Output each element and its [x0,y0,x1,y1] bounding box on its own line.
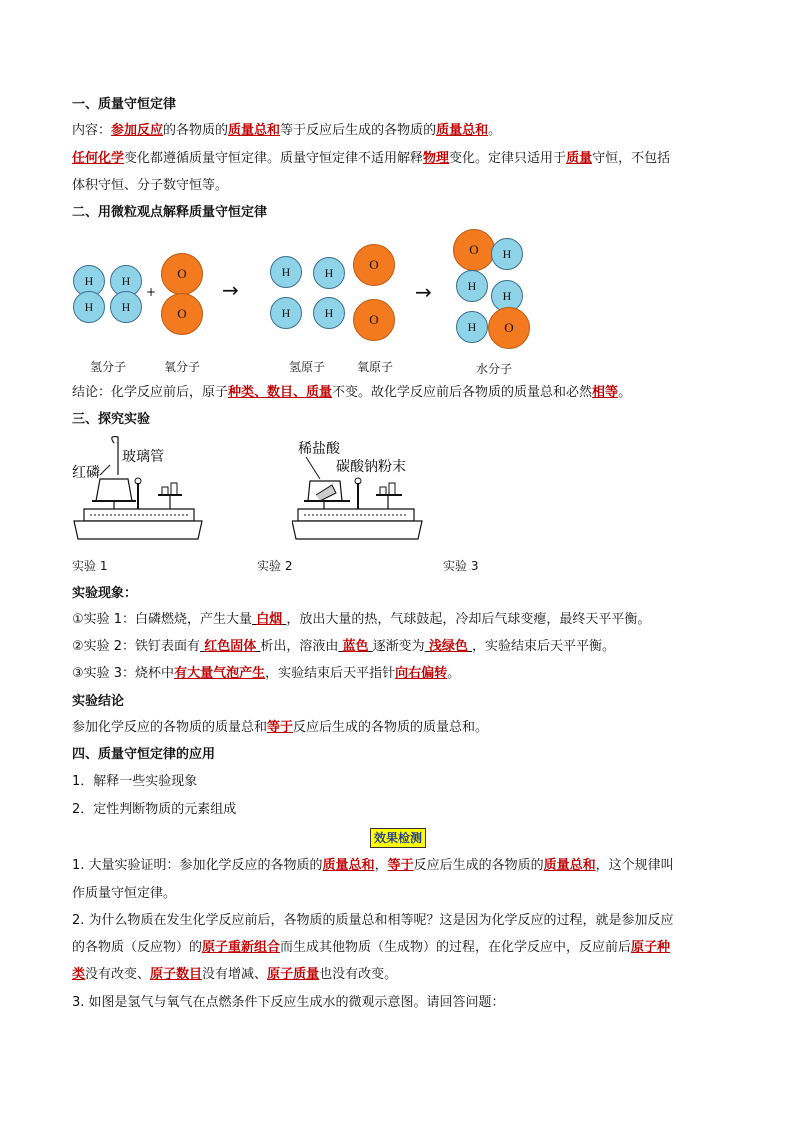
caption-o2: 氧分子 [164,360,201,374]
text: 没有改变、 [85,967,151,982]
text: 守恒，不包括 [592,151,671,166]
answer: 浅绿色 [428,639,468,654]
effect-check-badge: 效果检测 [370,828,426,848]
answer: 质量总和 [436,123,489,138]
plus-sign: + [146,285,157,299]
text: ，放出大量的热，气球鼓起，冷却后气球变瘪，最终天平平衡。 [286,612,651,627]
caption-h-atom: 氢原子 [289,360,326,374]
s1-rule-line [72,150,670,168]
hydrogen-atom: H [491,280,523,312]
exp-label-2: 实验 2 [257,559,293,573]
answer: 类 [72,967,86,982]
answer: 原子种 [631,940,671,955]
section-4-title: 四、质量守恒定律的应用 [72,747,216,762]
s1-rule-line-2: 体积守恒、分子数守恒等。 [72,178,229,193]
answer: 物理 [423,151,450,166]
label-dilute-hcl: 稀盐酸 [298,441,340,457]
text: ③实验 3：烧杯中 [72,666,175,681]
section-1-title: 一、质量守恒定律 [72,97,177,112]
balance-diagram-2 [292,435,437,547]
caption-water: 水分子 [476,362,513,376]
text: ①实验 1：白磷燃烧，产生大量 [72,612,253,627]
phenomenon-2 [72,638,615,656]
phenomenon-3 [72,665,460,683]
answer: 任何化学 [72,151,125,166]
text: 析出，溶液由 [260,639,339,654]
question-2-line-2 [72,939,670,957]
balance-diagram-1 [70,435,205,547]
caption-o-atom: 氧原子 [357,360,394,374]
oxygen-atom: O [453,229,495,271]
answer: 种类、数目、质量 [228,385,333,400]
answer: 原子重新组合 [202,940,281,955]
hydrogen-atom: H [313,257,345,289]
hydrogen-atom: H [110,291,142,323]
exp-label-3: 实验 3 [443,559,479,573]
reaction-arrow-2: → [415,280,432,304]
text: 1. 大量实验证明：参加化学反应的各物质的 [72,858,323,873]
hydrogen-atom: H [73,265,105,297]
label-glass-tube: 玻璃管 [122,449,164,465]
question-2: 2. 为什么物质在发生化学反应前后，各物质的质量总和相等呢？这是因为化学反应的过程，就是参加反应 [72,913,674,928]
answer: 红色固体 [204,639,257,654]
section-3-title: 三、探究实验 [72,412,151,427]
answer: 质量总和 [228,123,281,138]
hydrogen-atom: H [456,270,488,302]
text: 内容： [72,123,112,138]
reaction-arrow-1: → [222,278,239,302]
answer: 向右偏转 [395,666,448,681]
text: 没有增减、 [202,967,268,982]
text: 。 [447,666,461,681]
text: 变化都遵循质量守恒定律。质量守恒定律不适用解释 [124,151,424,166]
hydrogen-atom: H [313,297,345,329]
exp-label-1: 实验 1 [72,559,108,573]
oxygen-atom: O [161,293,203,335]
question-2-line-3 [72,966,397,984]
hydrogen-atom: H [491,238,523,270]
answer: 蓝色 [342,639,369,654]
text: ，实验结束后天平平衡。 [471,639,615,654]
text: 的各物质的 [163,123,229,138]
text: 逐渐变为 [372,639,425,654]
answer: 质量 [566,151,593,166]
answer: 相等 [592,385,619,400]
text: ②实验 2：铁钉表面有 [72,639,201,654]
application-item-1: 1．解释一些实验现象 [72,774,198,789]
text: 而生成其他物质（生成物）的过程，在化学反应中，反应前后 [280,940,632,955]
text: 的各物质（反应物）的 [72,940,203,955]
text: 反应后生成的各物质的 [413,858,544,873]
question-1-cont: 作质量守恒定律。 [72,886,177,901]
text: 结论：化学反应前后，原子 [72,385,229,400]
oxygen-atom: O [353,299,395,341]
oxygen-atom: O [488,307,530,349]
text: 。 [618,385,632,400]
hydrogen-atom: H [270,297,302,329]
hydrogen-atom: H [270,256,302,288]
answer: 白烟 [256,612,283,627]
caption-h2: 氢分子 [90,360,127,374]
text: 也没有改变。 [319,967,398,982]
s2-conclusion [72,384,631,402]
answer: 等于 [267,720,294,735]
phenomenon-1 [72,611,650,629]
answer: 质量总和 [322,858,375,873]
text: 不变。故化学反应前后各物质的质量总和必然 [332,385,593,400]
label-sodium-carbonate: 碳酸钠粉末 [336,459,406,475]
answer: 有大量气泡产生 [174,666,266,681]
oxygen-atom: O [161,253,203,295]
text: 参加化学反应的各物质的质量总和 [72,720,268,735]
answer: 参加反应 [111,123,164,138]
oxygen-atom: O [353,244,395,286]
text: 等于反应后生成的各物质的 [280,123,437,138]
answer: 原子质量 [267,967,320,982]
answer: 质量总和 [543,858,596,873]
text: ，实验结束后天平指针 [265,666,396,681]
question-1 [72,857,674,875]
question-3: 3. 如图是氢气与氧气在点燃条件下反应生成水的微观示意图。请回答问题： [72,995,505,1010]
answer: 等于 [387,858,414,873]
s1-content-line [72,122,501,140]
answer: 原子数目 [150,967,203,982]
section-2-title: 二、用微粒观点解释质量守恒定律 [72,205,268,220]
application-item-2: 2．定性判断物质的元素组成 [72,802,237,817]
text: 。 [488,123,502,138]
text: 变化。定律只适用于 [449,151,567,166]
label-red-phosphorus: 红磷 [72,465,100,481]
phenomena-title: 实验现象： [72,586,138,601]
experiment-conclusion [72,719,488,737]
text: 反应后生成的各物质的质量总和。 [293,720,489,735]
hydrogen-atom: H [73,291,105,323]
hydrogen-atom: H [110,265,142,297]
hydrogen-atom: H [456,311,488,343]
text: ，这个规律叫 [595,858,674,873]
text: ， [374,858,388,873]
conclusion-title: 实验结论 [72,694,125,709]
